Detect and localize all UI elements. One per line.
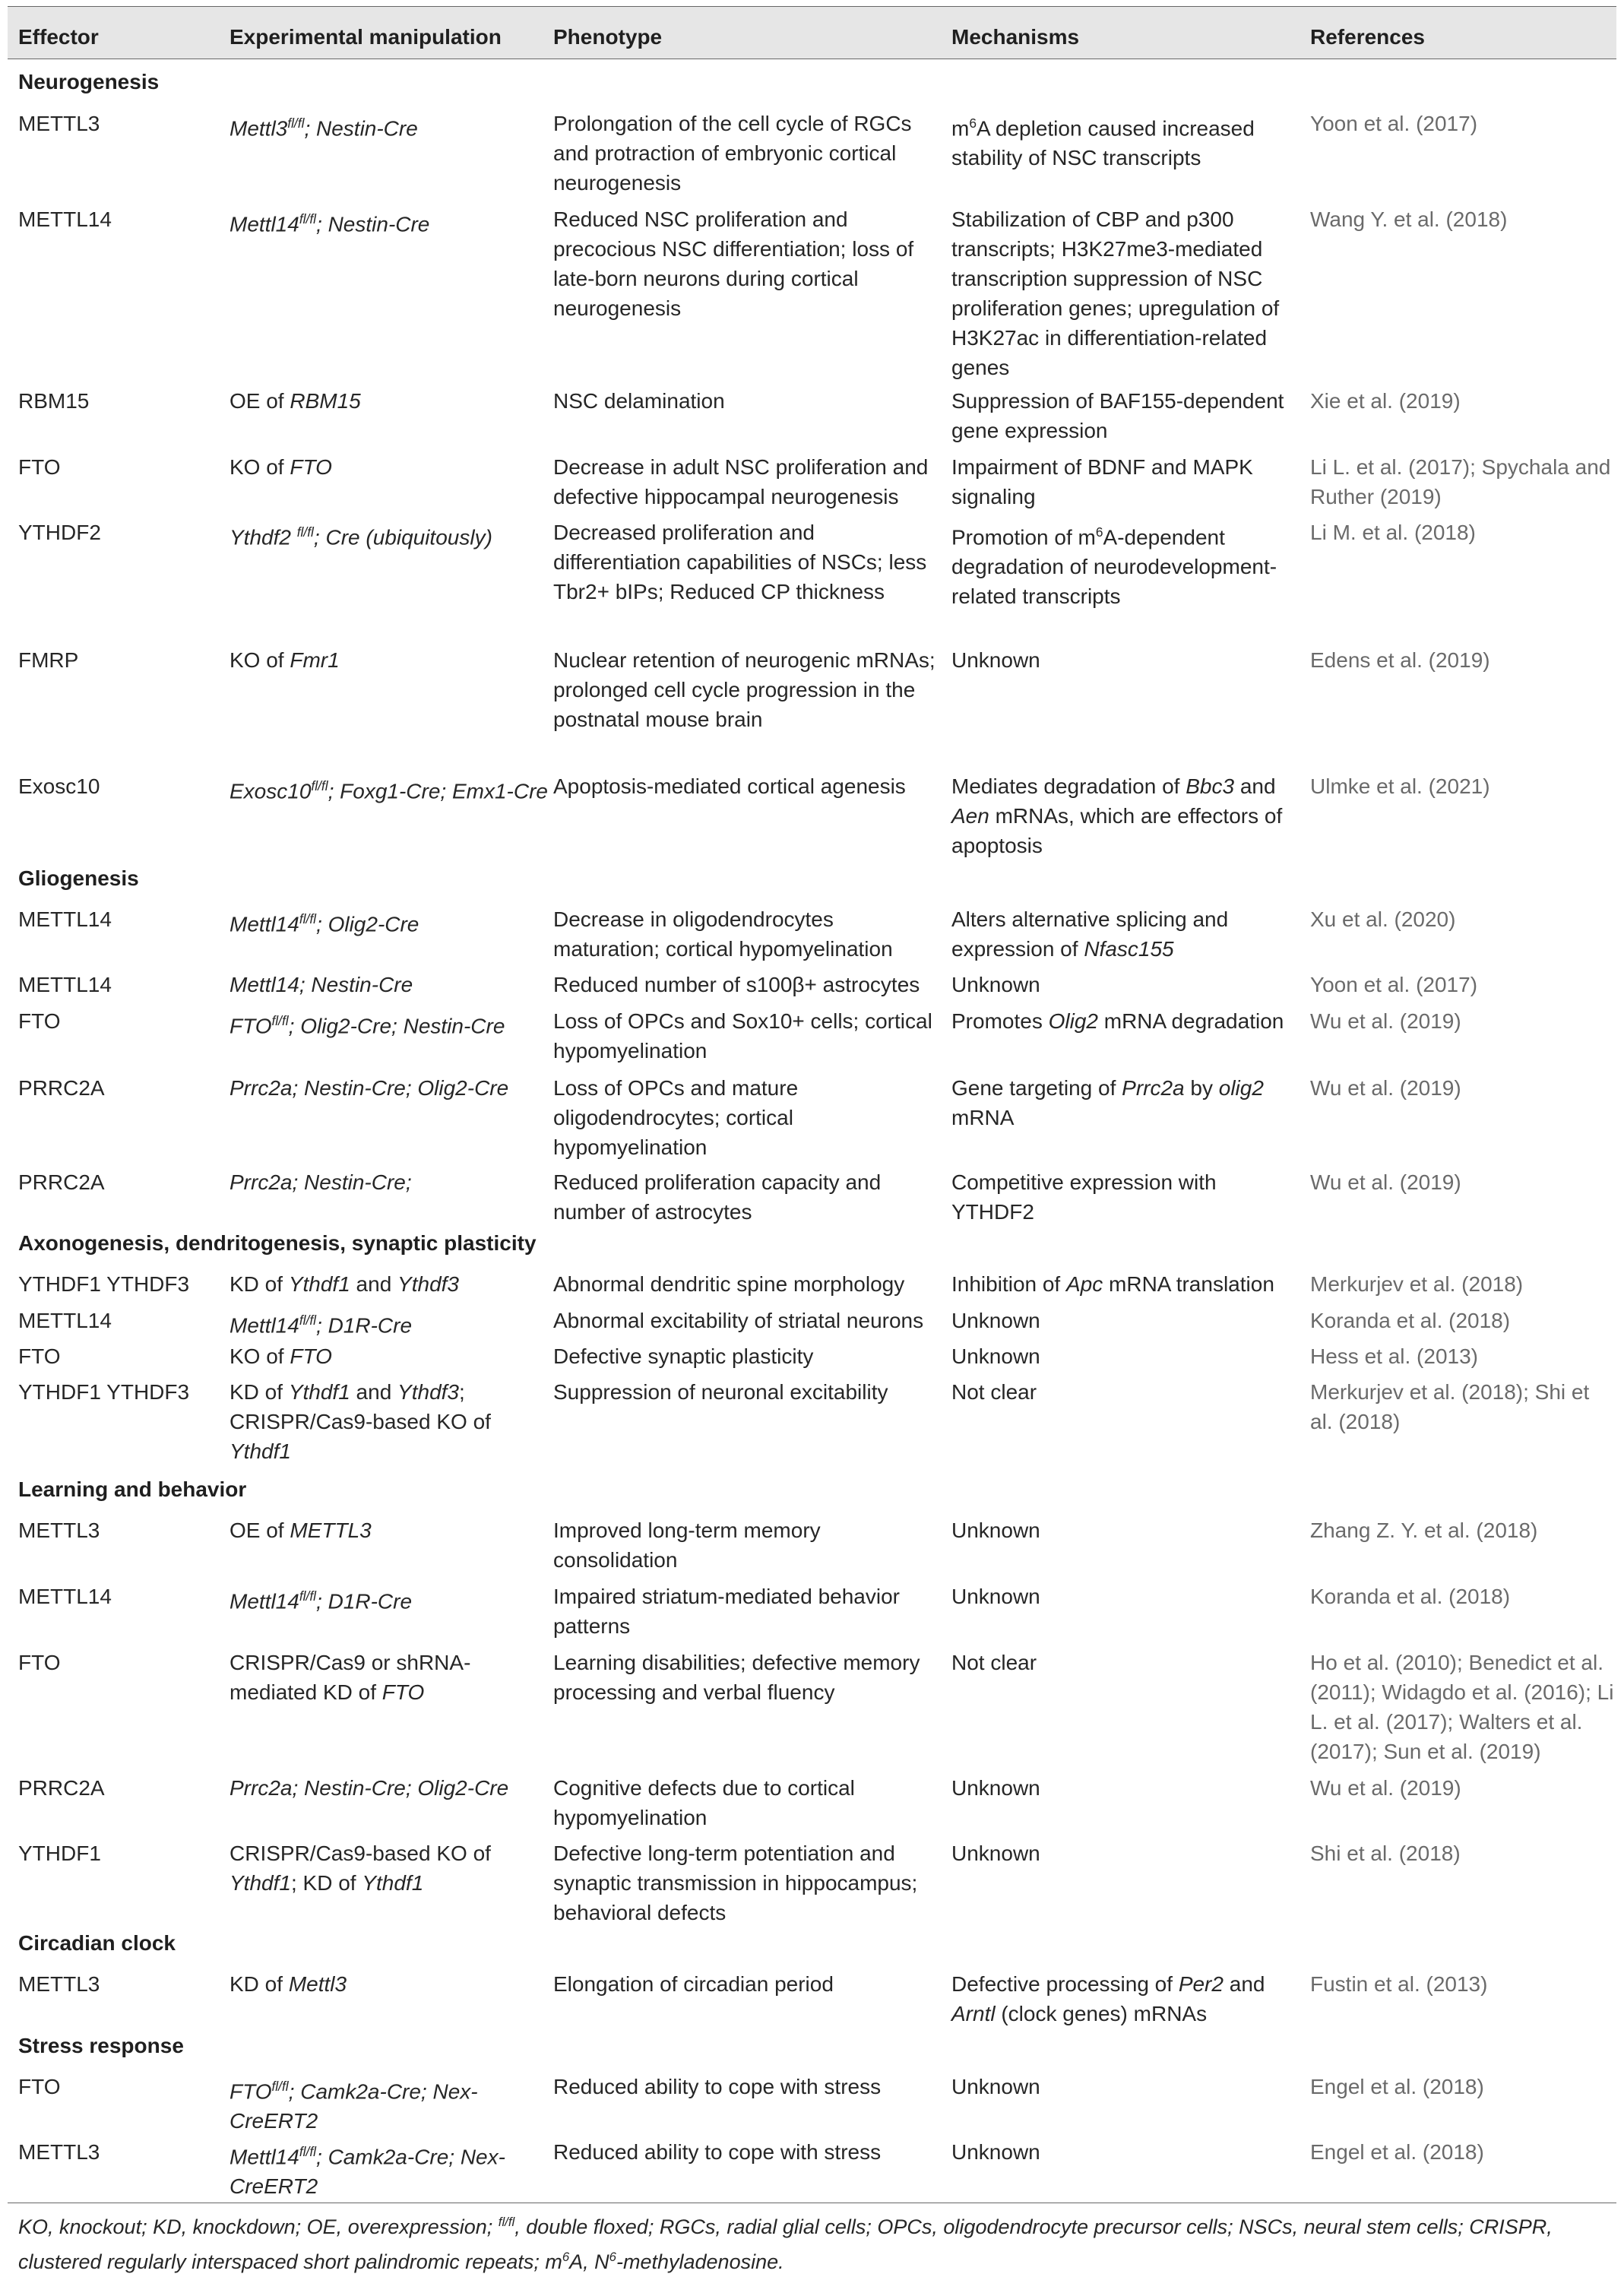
manipulation-cell: $FTO^{fl/fl}$; Camk2a-Cre; Nex-CreERT2: [230, 2079, 478, 2133]
table-row: [8, 1648, 1616, 1770]
effector-cell: FTO: [18, 1651, 61, 1674]
header-mechanisms: Mechanisms: [951, 25, 1080, 49]
phenotype-cell: Decreased proliferation and differentiation capabilities of NSCs; less Tbr2+ bIPs; Reduced CP thickness: [553, 521, 927, 603]
reference-cell: Koranda et al. (2018): [1310, 1585, 1511, 1608]
mechanism-cell: Not clear: [951, 1651, 1037, 1674]
manipulation-cell: Ythdf2 $^{fl/fl}$; Cre (ubiquitously): [230, 524, 492, 549]
phenotype-cell: NSC delamination: [553, 389, 725, 413]
table-row: [8, 1515, 1616, 1579]
table-row: [8, 386, 1616, 450]
reference-cell: Engel et al. (2018): [1310, 2140, 1484, 2164]
table-row: [8, 1306, 1616, 1339]
reference-cell: Wu et al. (2019): [1310, 1076, 1461, 1100]
table-row: [8, 1073, 1616, 1164]
effector-cell: FTO: [18, 2075, 61, 2098]
effector-cell: METTL14: [18, 207, 112, 231]
table-row: [8, 1341, 1616, 1375]
phenotype-cell: Improved long-term memory consolidation: [553, 1519, 821, 1572]
manipulation-cell: $FTO^{fl/fl}$; Olig2-Cre; Nestin-Cre: [230, 1013, 505, 1038]
effector-cell: PRRC2A: [18, 1076, 105, 1100]
mechanism-cell: Defective processing of Per2 and Arntl (clock genes) mRNAs: [951, 1972, 1265, 2025]
effector-cell: METTL14: [18, 907, 112, 931]
table-row: [8, 204, 1616, 383]
reference-cell: Zhang Z. Y. et al. (2018): [1310, 1519, 1538, 1542]
phenotype-cell: Elongation of circadian period: [553, 1972, 834, 1996]
table-row: [8, 1582, 1616, 1645]
reference-cell: Li M. et al. (2018): [1310, 521, 1476, 544]
manipulation-cell: KD of Ythdf1 and Ythdf3; CRISPR/Cas9-based KO of Ythdf1: [230, 1380, 491, 1463]
table-row: [8, 1167, 1616, 1228]
mechanism-cell: Unknown: [951, 1344, 1040, 1368]
reference-cell: Wu et al. (2019): [1310, 1776, 1461, 1800]
section-heading: Gliogenesis: [18, 866, 139, 890]
manipulation-cell: $Exosc10^{fl/fl}$; Foxg1-Cre; Emx1-Cre: [230, 778, 548, 803]
reference-cell: Fustin et al. (2013): [1310, 1972, 1488, 1996]
table-footnote: KO, knockout; KD, knockdown; OE, overexpression; $^{fl/fl}$, double floxed; RGCs, radial glial cells; OPCs, oligodendrocyte precursor cells; NSCs, neural stem cells; CRISPR, clustered regularly interspaced short palindromic repeats; $m^6A$, $N^6$-methyladenosine.: [18, 2215, 1553, 2273]
table-row: [8, 109, 1616, 200]
phenotype-cell: Reduced number of s100β+ astrocytes: [553, 973, 920, 996]
mechanism-cell: Stabilization of CBP and p300 transcripts; H3K27me3-mediated transcription suppression of NSC proliferation genes; upregulation of H3K27ac in differentiation-related genes: [951, 207, 1280, 379]
reference-cell: Yoon et al. (2017): [1310, 112, 1478, 135]
effector-cell: METTL3: [18, 112, 100, 135]
header-phenotype: Phenotype: [553, 25, 663, 49]
reference-cell: Wu et al. (2019): [1310, 1170, 1461, 1194]
phenotype-cell: Reduced ability to cope with stress: [553, 2075, 882, 2098]
manipulation-cell: OE of RBM15: [230, 389, 361, 413]
manipulation-cell: Prrc2a; Nestin-Cre;: [230, 1170, 412, 1194]
manipulation-cell: KD of Mettl3: [230, 1972, 347, 1996]
mechanism-cell: Gene targeting of Prrc2a by olig2 mRNA: [951, 1076, 1264, 1129]
reference-cell: Ulmke et al. (2021): [1310, 774, 1490, 798]
phenotype-cell: Apoptosis-mediated cortical agenesis: [553, 774, 906, 798]
manipulation-cell: $Mettl3^{fl/fl}$; Nestin-Cre: [230, 116, 418, 141]
manipulation-cell: KO of Fmr1: [230, 648, 340, 672]
manipulation-cell: KO of FTO: [230, 455, 332, 479]
effector-cell: Exosc10: [18, 774, 100, 798]
manipulation-cell: CRISPR/Cas9 or shRNA-mediated KD of FTO: [230, 1651, 471, 1704]
mechanism-cell: Unknown: [951, 1519, 1040, 1542]
manipulation-cell: $Mettl14^{fl/fl}$; D1R-Cre: [230, 1588, 413, 1614]
phenotype-cell: Reduced NSC proliferation and precocious NSC differentiation; loss of late-born neurons during cortical neurogenesis: [553, 207, 914, 320]
effector-cell: FMRP: [18, 648, 79, 672]
reference-cell: Merkurjev et al. (2018); Shi et al. (2018): [1310, 1380, 1590, 1433]
mechanism-cell: Mediates degradation of Bbc3 and Aen mRNAs, which are effectors of apoptosis: [951, 774, 1283, 857]
reference-cell: Wu et al. (2019): [1310, 1009, 1461, 1033]
mechanism-cell: Unknown: [951, 2075, 1040, 2098]
phenotype-cell: Reduced proliferation capacity and number of astrocytes: [553, 1170, 882, 1224]
mechanism-cell: Unknown: [951, 1776, 1040, 1800]
table-header: [8, 6, 1616, 59]
table-row: [8, 904, 1616, 967]
reference-cell: Koranda et al. (2018): [1310, 1309, 1511, 1332]
phenotype-cell: Learning disabilities; defective memory processing and verbal fluency: [553, 1651, 920, 1704]
table-row: [8, 452, 1616, 516]
effector-cell: PRRC2A: [18, 1776, 105, 1800]
header-manipulation: Experimental manipulation: [230, 25, 502, 49]
table-row: [8, 771, 1616, 857]
manipulation-cell: KO of FTO: [230, 1344, 332, 1368]
reference-cell: Wang Y. et al. (2018): [1310, 207, 1508, 231]
table-row: [8, 1838, 1616, 1930]
reference-cell: Edens et al. (2019): [1310, 648, 1490, 672]
mechanism-cell: Impairment of BDNF and MAPK signaling: [951, 455, 1253, 508]
manipulation-cell: Prrc2a; Nestin-Cre; Olig2-Cre: [230, 1776, 509, 1800]
reference-cell: Li L. et al. (2017); Spychala and Ruther (2019): [1310, 455, 1611, 508]
effector-cell: METTL14: [18, 973, 112, 996]
reference-cell: Hess et al. (2013): [1310, 1344, 1478, 1368]
phenotype-cell: Defective synaptic plasticity: [553, 1344, 814, 1368]
reference-cell: Ho et al. (2010); Benedict et al. (2011); Widagdo et al. (2016); Li L. et al. (2017); Walters et al. (2017); Sun et al. (2019): [1310, 1651, 1614, 1763]
effector-cell: METTL3: [18, 1519, 100, 1542]
reference-cell: Shi et al. (2018): [1310, 1842, 1461, 1865]
manipulation-cell: KD of Ythdf1 and Ythdf3: [230, 1272, 459, 1296]
effector-cell: FTO: [18, 455, 61, 479]
phenotype-cell: Prolongation of the cell cycle of RGCs and protraction of embryonic cortical neurogenesis: [553, 112, 912, 195]
effector-cell: METTL14: [18, 1309, 112, 1332]
header-effector: Effector: [18, 25, 99, 49]
table-row: [8, 2137, 1616, 2198]
mechanism-cell: Unknown: [951, 648, 1040, 672]
phenotype-cell: Reduced ability to cope with stress: [553, 2140, 882, 2164]
effector-cell: FTO: [18, 1009, 61, 1033]
mechanism-cell: Unknown: [951, 1585, 1040, 1608]
phenotype-cell: Nuclear retention of neurogenic mRNAs; prolonged cell cycle progression in the postnatal mouse brain: [553, 648, 935, 731]
mechanism-cell: Suppression of BAF155-dependent gene expression: [951, 389, 1284, 442]
phenotype-cell: Loss of OPCs and mature oligodendrocytes; cortical hypomyelination: [553, 1076, 799, 1159]
section-heading: Axonogenesis, dendritogenesis, synaptic plasticity: [18, 1231, 537, 1255]
phenotype-cell: Impaired striatum-mediated behavior patterns: [553, 1585, 900, 1638]
phenotype-cell: Cognitive defects due to cortical hypomyelination: [553, 1776, 855, 1829]
reference-cell: Yoon et al. (2017): [1310, 973, 1478, 996]
header-references: References: [1310, 25, 1425, 49]
table-row: [8, 1006, 1616, 1070]
table-row: [8, 1969, 1616, 2030]
phenotype-cell: Abnormal dendritic spine morphology: [553, 1272, 905, 1296]
table-row: [8, 970, 1616, 1003]
manipulation-cell: $Mettl14^{fl/fl}$; Nestin-Cre: [230, 211, 430, 236]
mechanism-cell: Unknown: [951, 1842, 1040, 1865]
manipulation-cell: CRISPR/Cas9-based KO of Ythdf1; KD of Ythdf1: [230, 1842, 491, 1895]
effector-cell: METTL3: [18, 2140, 100, 2164]
table-row: [8, 645, 1616, 770]
mechanism-cell: Unknown: [951, 2140, 1040, 2164]
effector-cell: YTHDF1 YTHDF3: [18, 1380, 190, 1404]
manipulation-cell: Mettl14; Nestin-Cre: [230, 973, 413, 996]
mechanism-cell: Unknown: [951, 1309, 1040, 1332]
effector-cell: FTO: [18, 1344, 61, 1368]
phenotype-cell: Suppression of neuronal excitability: [553, 1380, 888, 1404]
section-heading: Learning and behavior: [18, 1477, 247, 1501]
manipulation-cell: $Mettl14^{fl/fl}$; D1R-Cre: [230, 1313, 413, 1338]
reference-cell: Xu et al. (2020): [1310, 907, 1456, 931]
mechanism-cell: $m^6A$ depletion caused increased stability of NSC transcripts: [951, 116, 1255, 170]
effector-cell: METTL14: [18, 1585, 112, 1608]
phenotype-cell: Defective long-term potentiation and synaptic transmission in hippocampus; behavioral defects: [553, 1842, 918, 1924]
manipulation-cell: OE of METTL3: [230, 1519, 372, 1542]
effector-cell: YTHDF1 YTHDF3: [18, 1272, 190, 1296]
phenotype-cell: Abnormal excitability of striatal neurons: [553, 1309, 924, 1332]
reference-cell: Xie et al. (2019): [1310, 389, 1461, 413]
manipulation-cell: $Mettl14^{fl/fl}$; Camk2a-Cre; Nex-CreERT2: [230, 2144, 505, 2199]
mechanism-cell: Competitive expression with YTHDF2: [951, 1170, 1217, 1224]
phenotype-cell: Decrease in oligodendrocytes maturation; cortical hypomyelination: [553, 907, 893, 961]
effector-cell: METTL3: [18, 1972, 100, 1996]
effector-cell: RBM15: [18, 389, 90, 413]
manipulation-cell: $Mettl14^{fl/fl}$; Olig2-Cre: [230, 911, 419, 936]
table-row: [8, 2072, 1616, 2136]
table-row: [8, 1377, 1616, 1468]
section-heading: Neurogenesis: [18, 70, 160, 93]
section-heading: Circadian clock: [18, 1931, 176, 1955]
mechanism-cell: Promotes Olig2 mRNA degradation: [951, 1009, 1284, 1033]
phenotype-cell: Decrease in adult NSC proliferation and defective hippocampal neurogenesis: [553, 455, 929, 508]
mechanism-cell: Promotion of $m^6A$-dependent degradation of neurodevelopment-related transcripts: [951, 524, 1277, 609]
table-row: [8, 1773, 1616, 1837]
mechanism-cell: Unknown: [951, 973, 1040, 996]
mechanism-cell: Inhibition of Apc mRNA translation: [951, 1272, 1274, 1296]
reference-cell: Merkurjev et al. (2018): [1310, 1272, 1524, 1296]
reference-cell: Engel et al. (2018): [1310, 2075, 1484, 2098]
effector-cell: YTHDF1: [18, 1842, 101, 1865]
table-row: [8, 518, 1616, 642]
mechanism-cell: Alters alternative splicing and expression of Nfasc155: [951, 907, 1229, 961]
effector-cell: YTHDF2: [18, 521, 101, 544]
manipulation-cell: Prrc2a; Nestin-Cre; Olig2-Cre: [230, 1076, 509, 1100]
phenotype-cell: Loss of OPCs and Sox10+ cells; cortical hypomyelination: [553, 1009, 932, 1062]
mechanism-cell: Not clear: [951, 1380, 1037, 1404]
table-row: [8, 1269, 1616, 1303]
effector-cell: PRRC2A: [18, 1170, 105, 1194]
section-heading: Stress response: [18, 2034, 184, 2057]
